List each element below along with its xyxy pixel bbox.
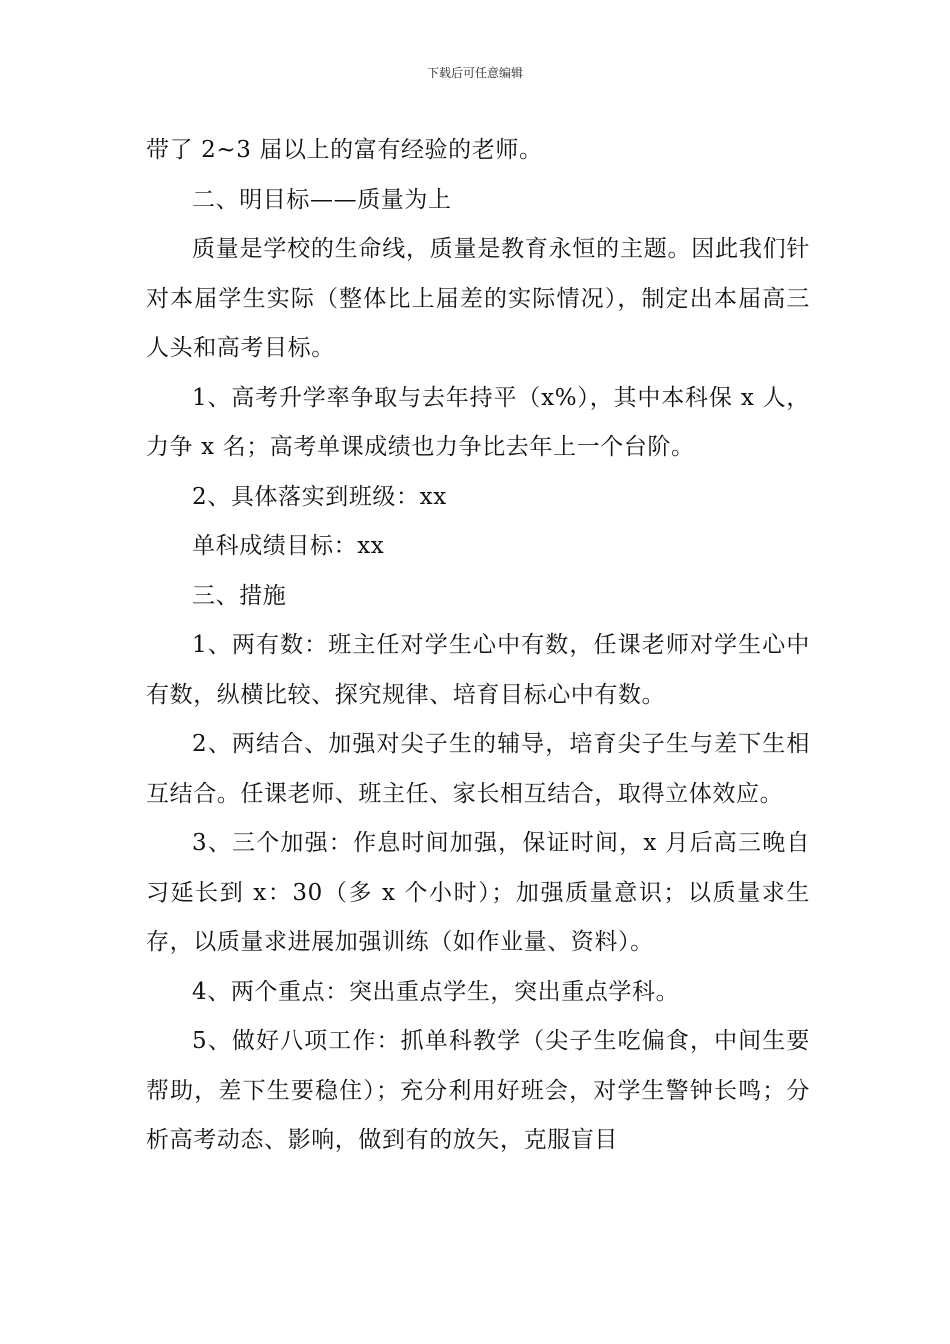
section-heading-3: 三、措施 — [192, 582, 287, 609]
paragraph-goal-2: 2、具体落实到班级：xx — [192, 483, 447, 510]
paragraph-measure-5: 5、做好八项工作：抓单科教学（尖子生吃偏食，中间生要帮助，差下生要稳住）；充分利用好班会，对学生警钟长鸣；分析高考动态、影响，做到有的放矢，克服盲目 — [146, 1028, 810, 1153]
page-header: 下载后可任意编辑 — [426, 66, 523, 80]
paragraph-goal-1: 1、高考升学率争取与去年持平（x%），其中本科保 x 人，力争 x 名；高考单课成绩也力争比去年上一个台阶。 — [146, 384, 810, 460]
paragraph-measure-3: 3、三个加强：作息时间加强，保证时间，x 月后高三晚自习延长到 x：30（多 x 个小时）；加强质量意识；以质量求生存，以质量求进展加强训练（如作业量、资料）。 — [146, 830, 810, 955]
paragraph-continuation: 带了 2~3 届以上的富有经验的老师。 — [146, 137, 543, 163]
section-heading-2: 二、明目标——质量为上 — [192, 186, 452, 213]
paragraph-single-subject-goal: 单科成绩目标：xx — [192, 533, 385, 559]
paragraph-quality: 质量是学校的生命线，质量是教育永恒的主题。因此我们针对本届学生实际（整体比上届差的实际情况），制定出本届高三人头和高考目标。 — [146, 236, 810, 361]
paragraph-measure-4: 4、两个重点：突出重点学生，突出重点学科。 — [192, 978, 680, 1005]
document-body — [146, 126, 810, 1166]
paragraph-measure-2: 2、两结合、加强对尖子生的辅导，培育尖子生与差下生相互结合。任课老师、班主任、家长相互结合，取得立体效应。 — [146, 731, 810, 807]
paragraph-measure-1: 1、两有数：班主任对学生心中有数，任课老师对学生心中有数，纵横比较、探究规律、培育目标心中有数。 — [146, 632, 810, 708]
